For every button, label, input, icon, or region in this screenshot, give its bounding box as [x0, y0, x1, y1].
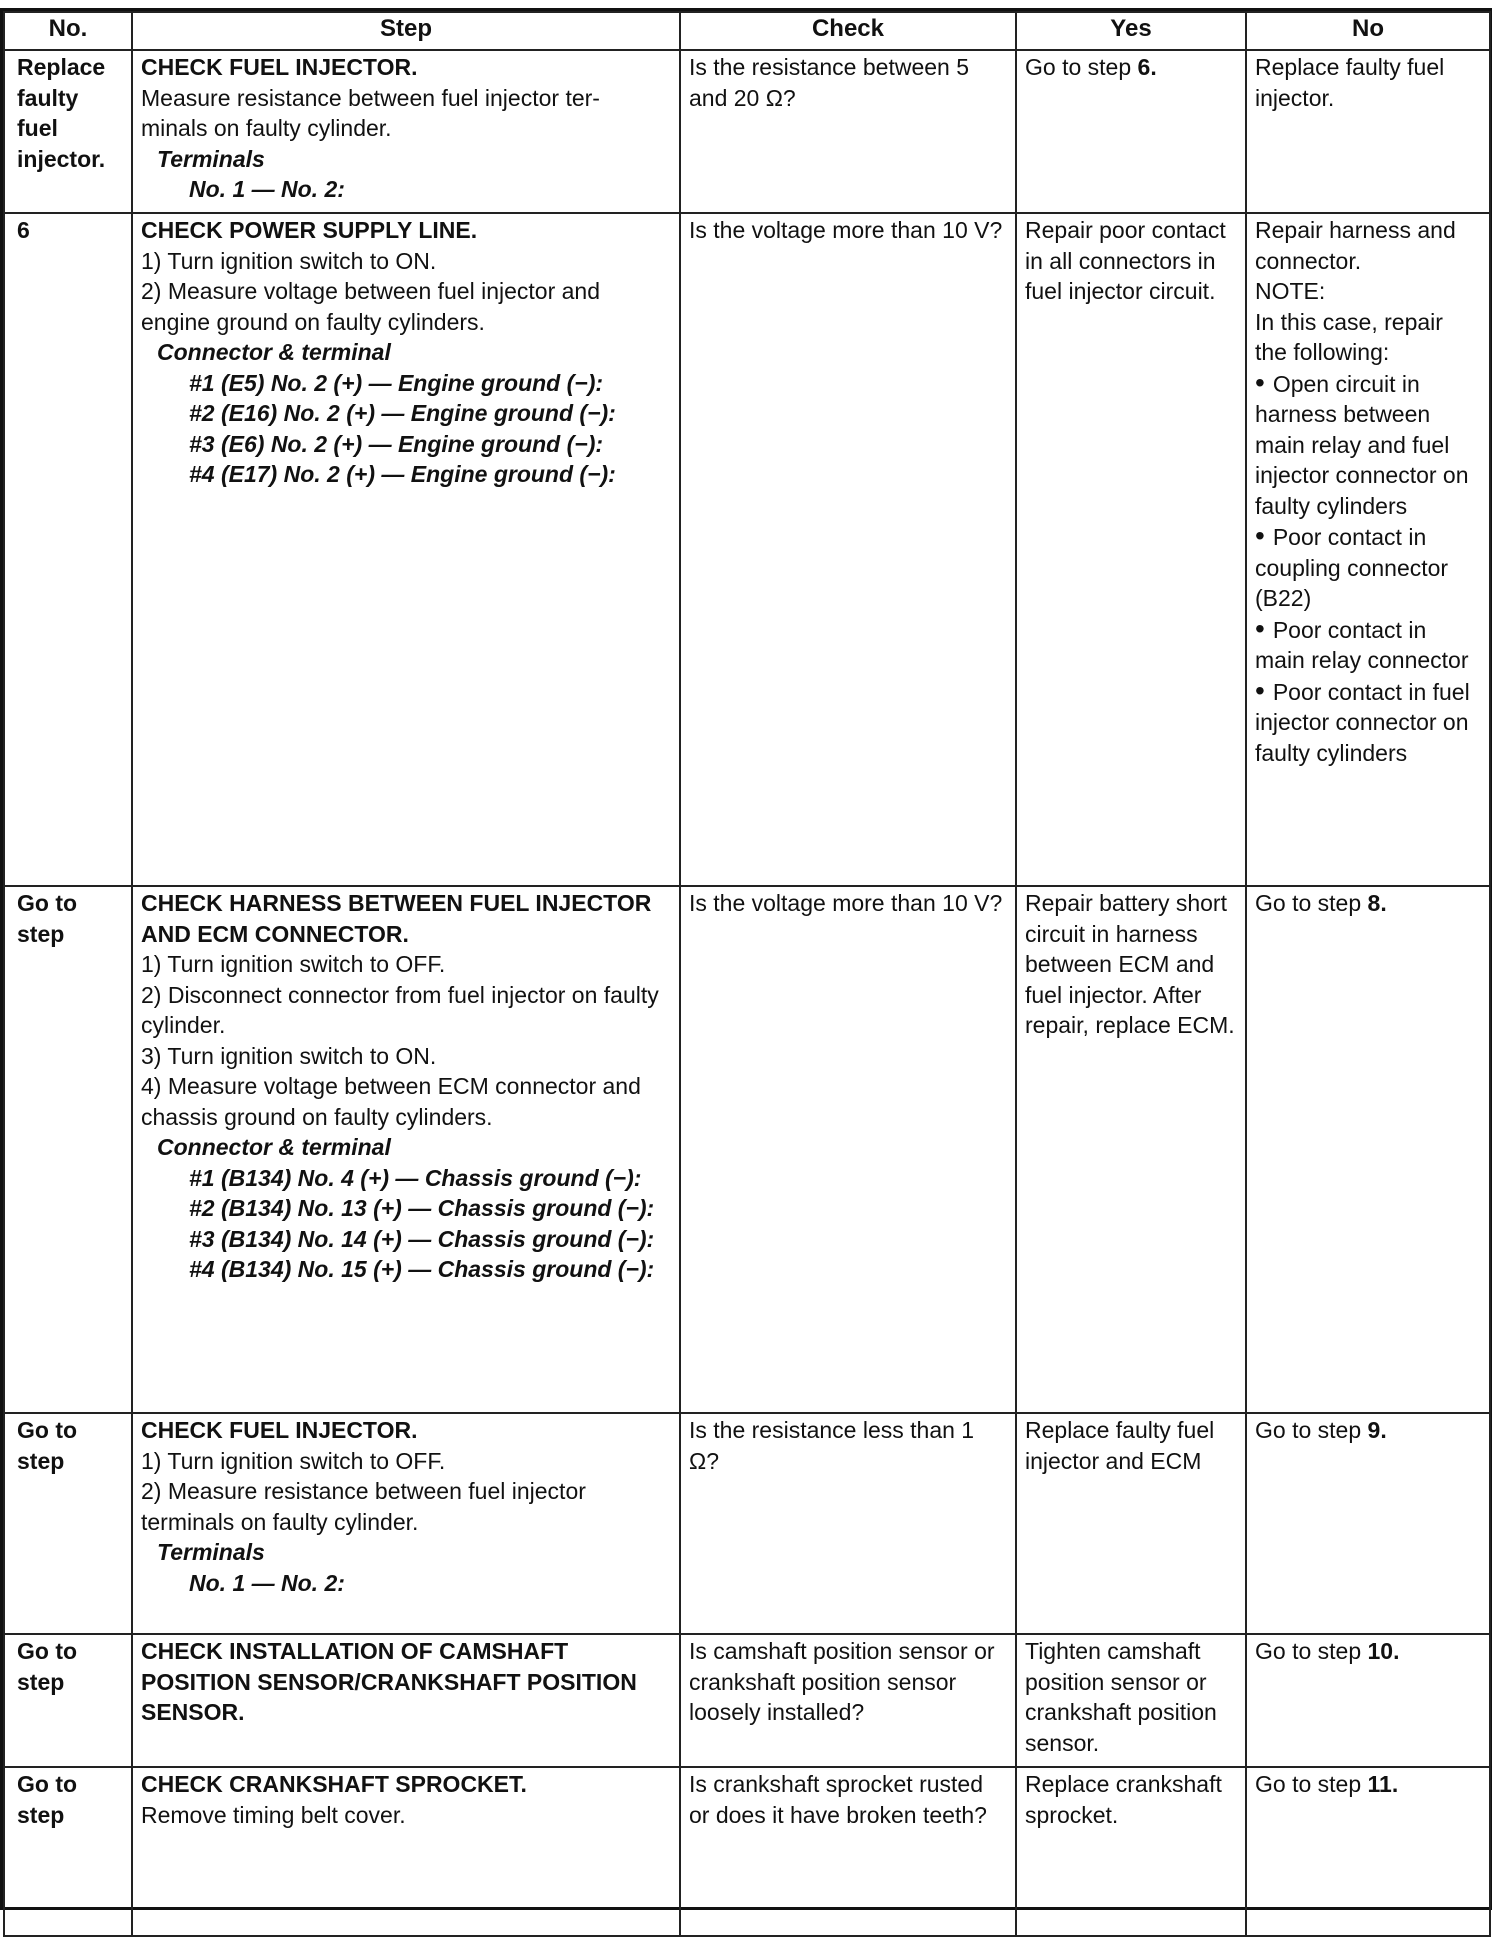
- step-number: Go to step: [4, 886, 132, 1413]
- bullet-item: • Poor contact in fuel injector connector on faulty cylinders: [1255, 676, 1481, 769]
- diagnostic-procedure-table-page: [0, 8, 1492, 1910]
- no-cell: [1246, 1767, 1490, 1936]
- step-number: Go to step: [4, 1634, 132, 1767]
- table-row: [4, 1634, 1490, 1767]
- yes-cell: Replace crankshaft sprocket.: [1016, 1767, 1246, 1936]
- yes-cell: [1016, 50, 1246, 213]
- check-cell: Is the resistance between 5 and 20 Ω?: [680, 50, 1016, 213]
- terminal-spec: #4 (B134) No. 15 (+) — Chassis ground (−):: [189, 1256, 655, 1282]
- bullet-item: • Poor contact in coupling connector (B22): [1255, 521, 1481, 614]
- step-title: CHECK INSTALLATION OF CAMSHAFT POSITION SENSOR/CRANKSHAFT POSITION SENSOR.: [141, 1638, 637, 1725]
- check-cell: Is the resistance less than 1 Ω?: [680, 1413, 1016, 1634]
- yes-cell: Replace faulty fuel injector and ECM: [1016, 1413, 1246, 1634]
- no-cell: [1246, 1634, 1490, 1767]
- header-yes: Yes: [1016, 12, 1246, 50]
- step-line: Measure resistance between fuel injector ter-: [141, 84, 600, 111]
- step-cell: [132, 1413, 680, 1634]
- table-row: [4, 886, 1490, 1413]
- check-cell: Is the voltage more than 10 V?: [680, 213, 1016, 886]
- terminal-spec: #4 (E17) No. 2 (+) — Engine ground (−):: [189, 461, 616, 487]
- no-step-ref: 8.: [1367, 890, 1387, 916]
- step-number: Go to step: [4, 1767, 132, 1936]
- diagnostic-procedure-table: [3, 11, 1491, 1937]
- connector-terminal-label: Connector & terminal: [157, 1134, 391, 1160]
- terminal-spec: No. 1 — No. 2:: [189, 1569, 345, 1596]
- table-row: [4, 1767, 1490, 1936]
- no-step-ref: 10.: [1367, 1638, 1400, 1664]
- step-line: 4) Measure voltage between ECM connector and chassis ground on faulty cylinders.: [141, 1073, 641, 1130]
- step-cell: [132, 50, 680, 213]
- no-cell: [1246, 213, 1490, 886]
- step-cell: [132, 886, 680, 1413]
- step-title: CHECK HARNESS BETWEEN FUEL INJECTOR AND ECM CONNECTOR.: [141, 890, 652, 947]
- terminal-spec: #1 (B134) No. 4 (+) — Chassis ground (−):: [189, 1164, 642, 1191]
- no-step-ref: 11.: [1367, 1771, 1399, 1797]
- step-cell: [132, 1634, 680, 1767]
- header-no: No.: [4, 12, 132, 50]
- terminal-spec: #2 (E16) No. 2 (+) — Engine ground (−):: [189, 400, 616, 426]
- table-row: [4, 1413, 1490, 1634]
- terminal-spec: No. 1 — No. 2:: [189, 176, 345, 202]
- check-cell: Is crankshaft sprocket rusted or does it have broken teeth?: [680, 1767, 1016, 1936]
- yes-text: Go to step: [1025, 54, 1132, 80]
- step-number: Go to step: [4, 1413, 132, 1634]
- terminals-label: Terminals: [157, 145, 265, 172]
- step-cell: [132, 1767, 680, 1936]
- step-cell: [132, 213, 680, 886]
- step-line: 1) Turn ignition switch to OFF.: [141, 951, 446, 977]
- step-line: 1) Turn ignition switch to ON.: [141, 247, 437, 274]
- step-number: Replace faulty fuel injector.: [4, 50, 132, 213]
- bullet-item: • Open circuit in harness between main relay and fuel injector connector on faulty cylinders: [1255, 368, 1481, 522]
- terminal-spec: #3 (B134) No. 14 (+) — Chassis ground (−):: [189, 1225, 655, 1252]
- table-row: [4, 50, 1490, 213]
- header-no-result: No: [1246, 12, 1490, 50]
- no-step-ref: 9.: [1367, 1417, 1387, 1443]
- step-title: CHECK FUEL INJECTOR.: [141, 1417, 418, 1443]
- terminal-spec: #2 (B134) No. 13 (+) — Chassis ground (−):: [189, 1195, 655, 1221]
- yes-cell: Tighten camshaft position sensor or crankshaft position sensor.: [1016, 1634, 1246, 1767]
- no-text: Go to step: [1255, 1771, 1362, 1797]
- step-line: Remove timing belt cover.: [141, 1801, 406, 1828]
- yes-cell: Repair poor contact in all connectors in fuel injector circuit.: [1016, 213, 1246, 886]
- step-line: 2) Disconnect connector from fuel injector on faulty cylinder.: [141, 981, 659, 1038]
- step-number: 6: [4, 213, 132, 886]
- step-line: 2) Measure resistance between fuel injector terminals on faulty cylinder.: [141, 1478, 586, 1535]
- step-title: CHECK CRANKSHAFT SPROCKET.: [141, 1771, 527, 1797]
- check-cell: Is the voltage more than 10 V?: [680, 886, 1016, 1413]
- no-text: Go to step: [1255, 1417, 1362, 1443]
- header-row: [4, 12, 1490, 50]
- header-step: Step: [132, 12, 680, 50]
- no-text: Go to step: [1255, 890, 1362, 916]
- step-line: minals on faulty cylinder.: [141, 115, 392, 141]
- yes-step-ref: 6.: [1137, 54, 1157, 80]
- yes-cell: Repair battery short circuit in harness between ECM and fuel injector. After repair, replace ECM.: [1016, 886, 1246, 1413]
- terminals-label: Terminals: [157, 1539, 265, 1565]
- bullet-item: • Poor contact in main relay connector: [1255, 614, 1481, 676]
- step-line: 3) Turn ignition switch to ON.: [141, 1042, 437, 1069]
- no-text: Go to step: [1255, 1638, 1362, 1664]
- terminal-spec: #3 (E6) No. 2 (+) — Engine ground (−):: [189, 430, 604, 457]
- step-title: CHECK POWER SUPPLY LINE.: [141, 217, 478, 243]
- check-cell: Is camshaft position sensor or crankshaft position sensor loosely installed?: [680, 1634, 1016, 1767]
- step-line: 1) Turn ignition switch to OFF.: [141, 1447, 446, 1474]
- connector-terminal-label: Connector & terminal: [157, 339, 391, 365]
- terminal-spec: #1 (E5) No. 2 (+) — Engine ground (−):: [189, 369, 604, 396]
- no-cell: [1246, 886, 1490, 1413]
- no-cell: Replace faulty fuel injector.: [1246, 50, 1490, 213]
- step-line: 2) Measure voltage between fuel injector and engine ground on faulty cylinders.: [141, 278, 601, 335]
- no-line: In this case, repair the following:: [1255, 308, 1443, 365]
- no-line: Repair harness and connector.: [1255, 217, 1456, 274]
- step-title: CHECK FUEL INJECTOR.: [141, 54, 418, 80]
- note-label: NOTE:: [1255, 278, 1326, 304]
- table-row: [4, 213, 1490, 886]
- header-check: Check: [680, 12, 1016, 50]
- no-cell: [1246, 1413, 1490, 1634]
